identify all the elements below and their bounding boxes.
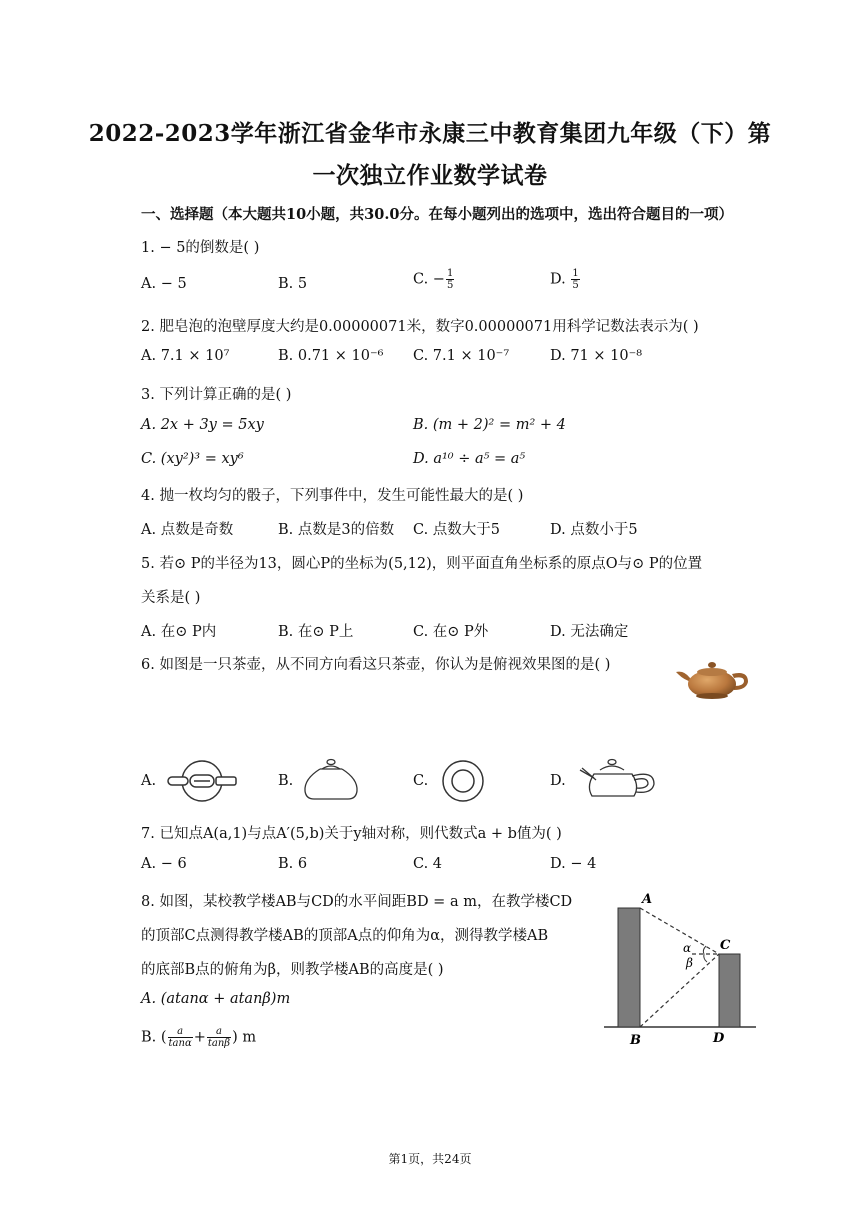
- question-6-stem: 6. 如图是一只茶壶，从不同方向看这只茶壶，你认为是俯视效果图的是( ): [141, 657, 611, 673]
- question-6-option-d: D.: [550, 773, 566, 789]
- exam-title-line2: 一次独立作业数学试卷: [312, 162, 548, 189]
- question-7-option-b: B. 6: [278, 856, 308, 872]
- label-b: B: [630, 1033, 641, 1048]
- building-ab: [618, 908, 640, 1027]
- teapot-side-view-d-icon: [578, 756, 658, 802]
- question-1-option-a: A. − 5: [141, 276, 187, 292]
- buildings-figure: [600, 888, 760, 1050]
- teapot-top-view-a-icon: [166, 758, 238, 804]
- question-5-option-a: A. 在⊙ P内: [141, 624, 217, 640]
- sight-line-ca: [640, 908, 719, 954]
- label-c: C: [720, 938, 731, 953]
- question-3-option-a: A. 2x + 3y = 5xy: [141, 417, 264, 433]
- question-4-option-c: C. 点数大于5: [413, 522, 501, 538]
- question-7-option-c: C. 4: [413, 856, 443, 872]
- exam-title-line1: 2022-2023学年浙江省金华市永康三中教育集团九年级（下）第: [88, 120, 772, 147]
- sight-line-cb: [640, 954, 719, 1027]
- question-2-option-b: B. 0.71 × 10⁻⁶: [278, 348, 384, 364]
- teapot-front-view-b-icon: [300, 757, 362, 803]
- question-3-option-b: B. (m + 2)² = m² + 4: [413, 417, 566, 433]
- teapot-top-view-c-icon: [440, 758, 486, 804]
- question-7-stem: 7. 已知点A(a,1)与点A′(5,b)关于y轴对称，则代数式a + b值为( ): [141, 826, 562, 842]
- building-cd: [719, 954, 740, 1027]
- question-2-option-d: D. 71 × 10⁻⁸: [550, 348, 643, 364]
- question-6-option-a: A.: [141, 773, 157, 789]
- question-8-option-a: A. (atanα + atanβ)m: [141, 991, 291, 1007]
- question-4-stem: 4. 抛一枚均匀的骰子，下列事件中，发生可能性最大的是( ): [141, 488, 524, 504]
- question-7-option-a: A. − 6: [141, 856, 187, 872]
- question-4-option-a: A. 点数是奇数: [141, 522, 234, 538]
- question-2-stem: 2. 肥皂泡的泡壁厚度大约是0.00000071米，数字0.00000071用科学记数法表示为( ): [141, 319, 699, 335]
- question-5-option-b: B. 在⊙ P上: [278, 624, 354, 640]
- question-6-option-b: B.: [278, 773, 294, 789]
- question-2-option-c: C. 7.1 × 10⁻⁷: [413, 348, 510, 364]
- question-4-option-b: B. 点数是3的倍数: [278, 522, 395, 538]
- question-8-stem-line3: 的底部B点的俯角为β，则教学楼AB的高度是( ): [141, 962, 444, 978]
- section-heading: 一、选择题（本大题共10小题，共30.0分。在每小题列出的选项中，选出符合题目的一项）: [141, 206, 733, 223]
- label-a: A: [642, 892, 653, 907]
- page-footer: 第1页，共24页: [388, 1152, 472, 1166]
- question-3-option-c: C. (xy²)³ = xy⁶: [141, 451, 244, 467]
- label-d: D: [713, 1031, 725, 1046]
- question-6-option-c: C.: [413, 773, 429, 789]
- question-2-option-a: A. 7.1 × 10⁷: [141, 348, 230, 364]
- question-5-stem-line1: 5. 若⊙ P的半径为13，圆心P的坐标为(5,12)，则平面直角坐标系的原点O与⊙ P的位置: [141, 556, 703, 572]
- label-alpha: α: [683, 941, 692, 955]
- angle-beta-arc: [704, 954, 707, 962]
- label-beta: β: [686, 956, 693, 970]
- question-5-option-d: D. 无法确定: [550, 624, 629, 640]
- question-3-stem: 3. 下列计算正确的是( ): [141, 387, 292, 403]
- question-1-option-d: D. $\frac{1}{5}$: [550, 268, 579, 291]
- question-8-stem-line1: 8. 如图，某校教学楼AB与CD的水平间距BD = a m，在教学楼CD: [141, 894, 573, 910]
- question-5-stem-line2: 关系是( ): [141, 590, 201, 606]
- question-1-option-c: C. − $\frac{1}{5}$: [413, 268, 454, 291]
- angle-alpha-arc: [703, 946, 706, 954]
- question-1-option-b: B. 5: [278, 276, 308, 292]
- question-3-option-d: D. a¹⁰ ÷ a⁵ = a⁵: [413, 451, 526, 467]
- teapot-photo-icon: [674, 652, 752, 702]
- question-4-option-d: D. 点数小于5: [550, 522, 638, 538]
- question-8-stem-line2: 的顶部C点测得教学楼AB的顶部A点的仰角为α，测得教学楼AB: [141, 928, 549, 944]
- question-8-option-b: B. ( $\frac{a}{\tan\alpha}$ + $\frac{a}{\tan\beta}$ ) m: [141, 1026, 257, 1049]
- question-1-stem: 1. − 5的倒数是( ): [141, 240, 260, 256]
- question-7-option-d: D. − 4: [550, 856, 597, 872]
- question-5-option-c: C. 在⊙ P外: [413, 624, 489, 640]
